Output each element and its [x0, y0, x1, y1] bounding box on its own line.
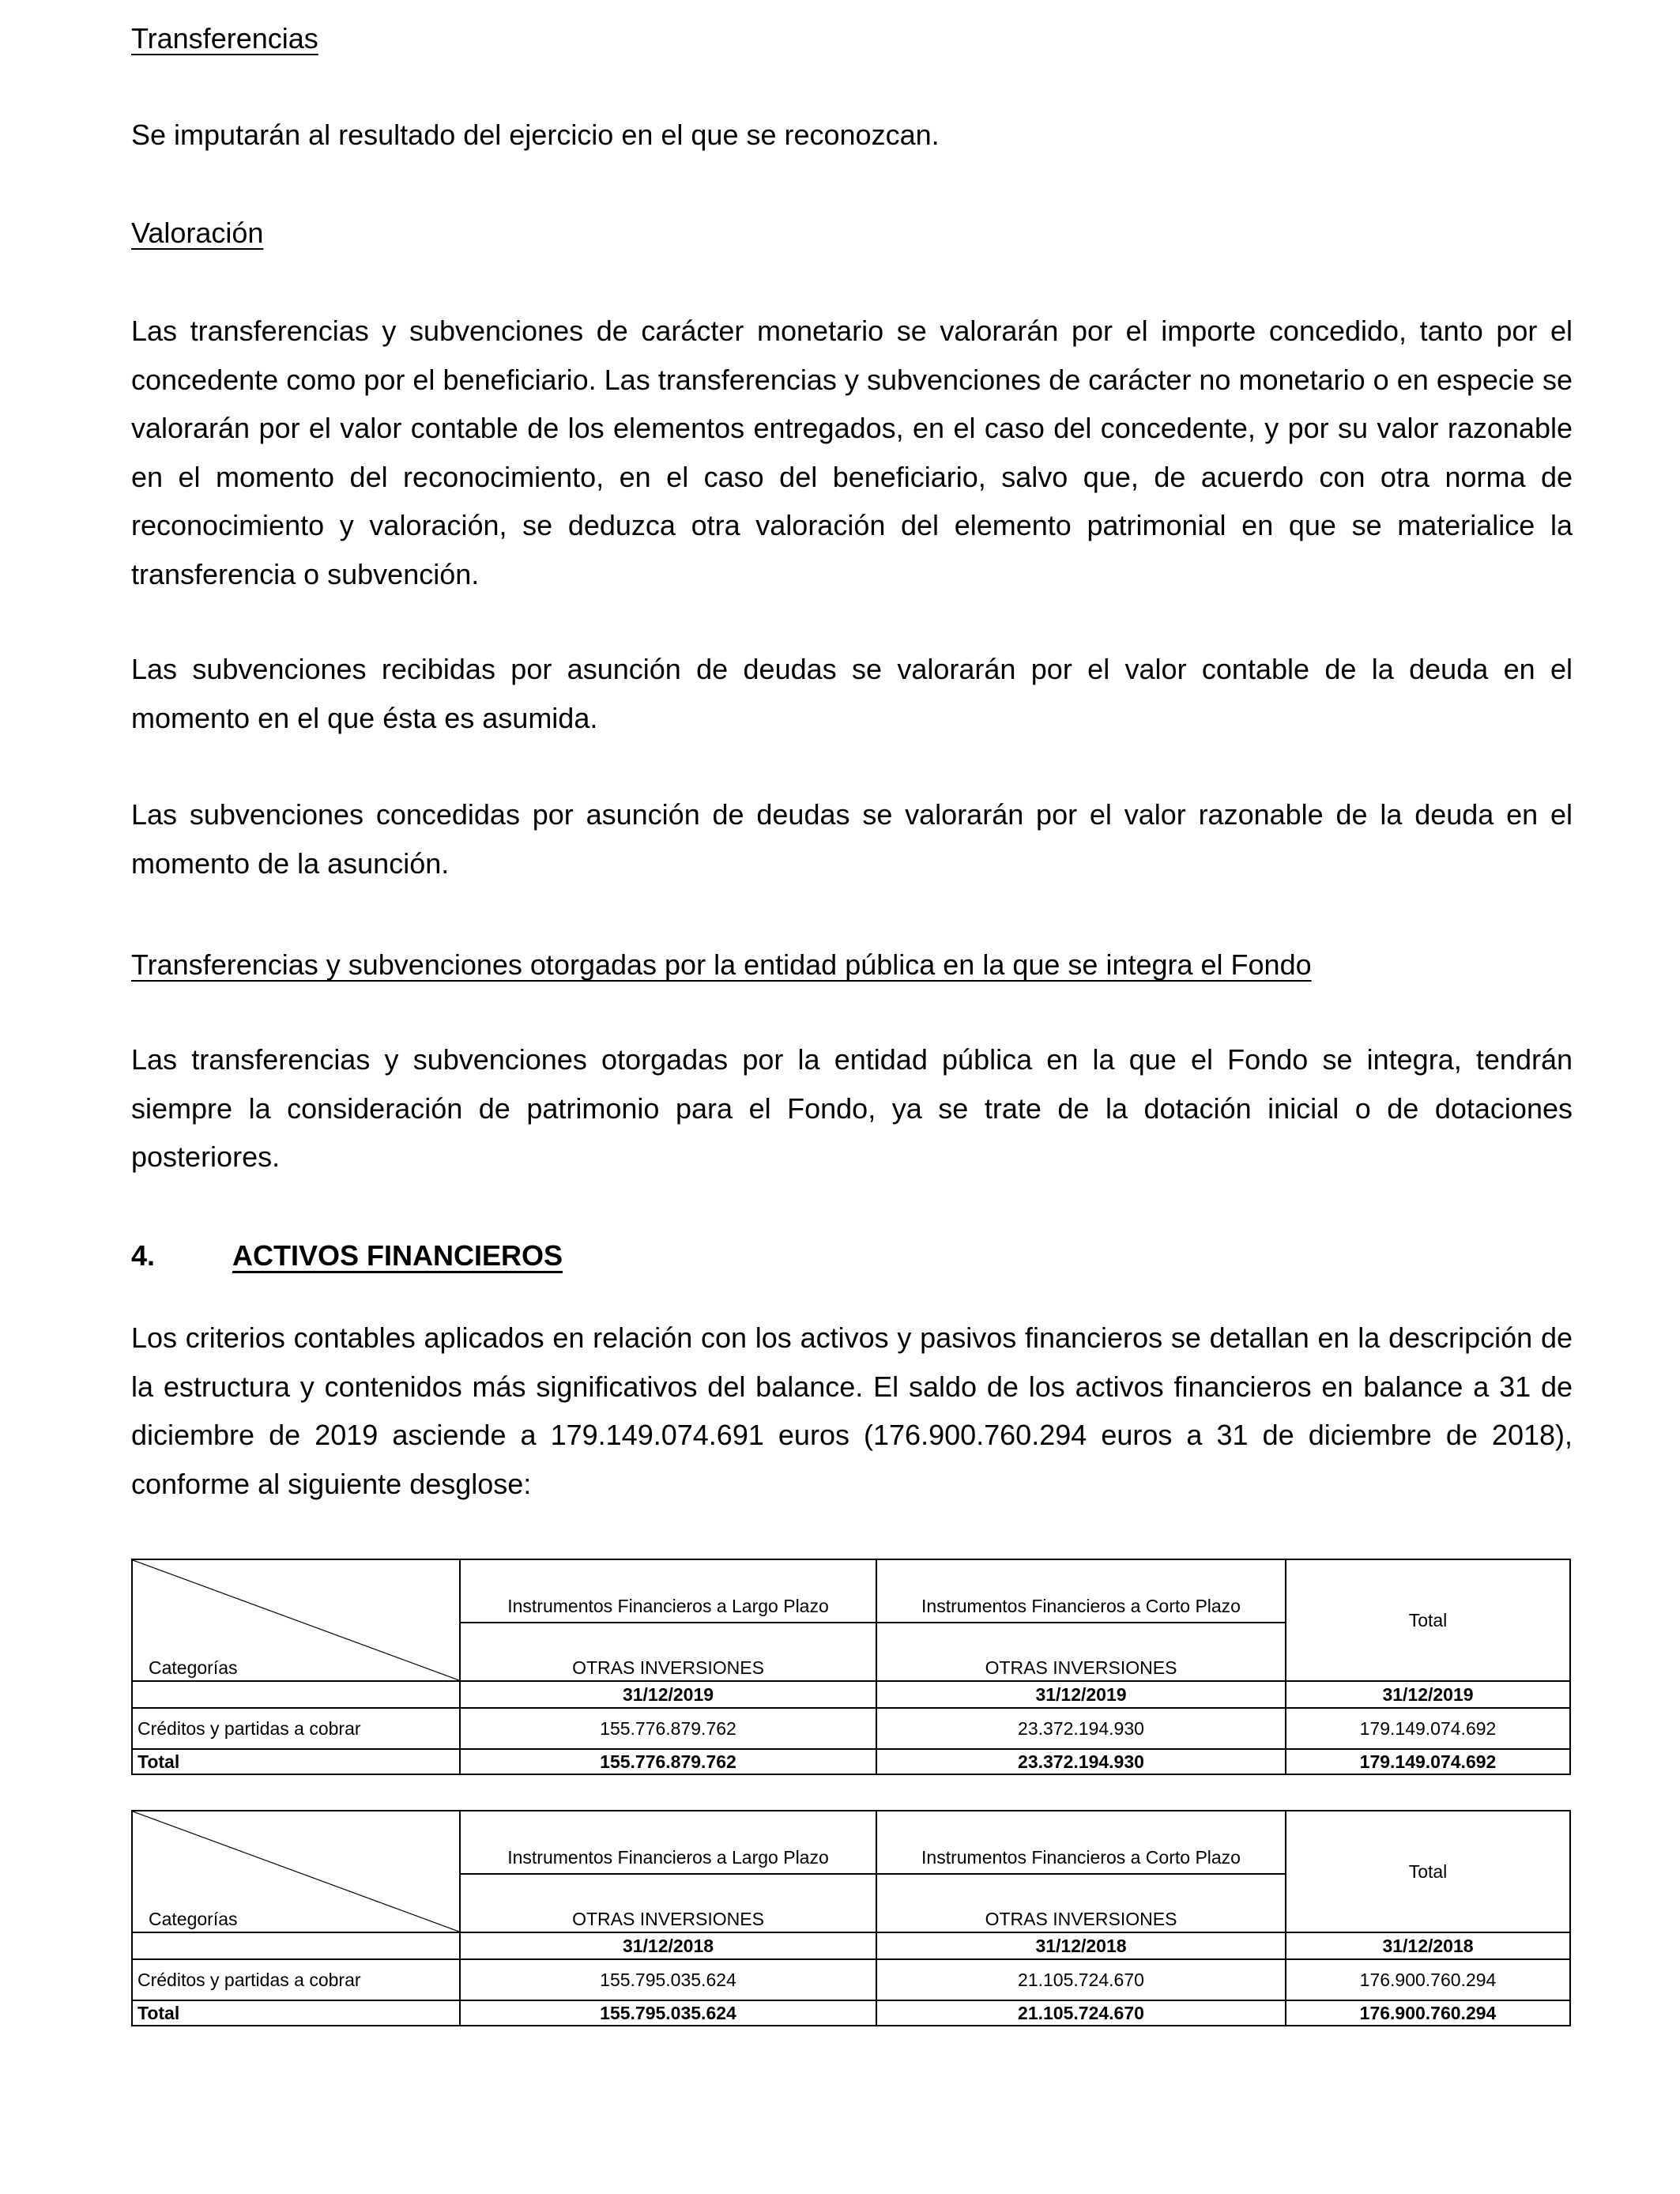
date-largo: 31/12/2019 [460, 1681, 876, 1708]
col-header-corto: Instrumentos Financieros a Corto Plazo [876, 1811, 1286, 1874]
activos-paragraph: Los criterios contables aplicados en relación con los activos y pasivos financieros se detallan en la descripción de la estructura y contenidos más significativos del balance. El saldo de los activos financieros en balance a 31 de diciembre de 2019 asciende a 179.149.074.691 euros (176.900.760.294 euros a 31 de diciembre de 2018), conforme al siguiente desglose: [131, 1321, 1573, 1500]
row-label: Créditos y partidas a cobrar [132, 1959, 460, 2000]
otorgadas-paragraph: Las transferencias y subvenciones otorgadas por la entidad pública en la que el Fondo se integra, tendrán siempre la consideración de patrimonio para el Fondo, ya se trate de la dotación inicial o de dotaciones posteriores. [131, 1043, 1573, 1173]
date-total: 31/12/2018 [1286, 1932, 1570, 1959]
row-value-total: 176.900.760.294 [1286, 1959, 1570, 2000]
categorias-label: Categorías [149, 1657, 238, 1678]
row-value-total: 179.149.074.692 [1286, 1708, 1570, 1749]
otras-inversiones-largo: OTRAS INVERSIONES [460, 1874, 876, 1932]
row-label: Créditos y partidas a cobrar [132, 1708, 460, 1749]
otras-inversiones-corto: OTRAS INVERSIONES [876, 1874, 1286, 1932]
total-total: 179.149.074.692 [1286, 1749, 1570, 1774]
categorias-header-cell [132, 1811, 460, 1932]
date-row-empty [132, 1681, 460, 1708]
row-value-corto: 21.105.724.670 [876, 1959, 1286, 2000]
categorias-label: Categorías [149, 1909, 238, 1929]
valoracion-heading: Valoración [131, 217, 264, 249]
valoracion-paragraph-1: Las transferencias y subvenciones de carácter monetario se valorarán por el importe concedido, tanto por el concedente como por el beneficiario. Las transferencias y subvenciones de carácter no monetario o en especie se valorarán por el valor contable de los elementos entregados, en el caso del concedente, y por su valor razonable en el momento del reconocimiento, en el caso del beneficiario, salvo que, de acuerdo con otra norma de reconocimiento y valoración, se deduzca otra valoración del elemento patrimonial en que se materialice la transferencia o subvención. [131, 315, 1573, 590]
col-header-total: Total [1286, 1811, 1570, 1932]
valoracion-paragraph-3: Las subvenciones concedidas por asunción de deudas se valorarán por el valor razonable de la deuda en el momento de la asunción. [131, 798, 1573, 880]
row-value-largo: 155.795.035.624 [460, 1959, 876, 2000]
transferencias-text: Se imputarán al resultado del ejercicio en el que se reconozcan. [131, 119, 940, 151]
total-corto: 21.105.724.670 [876, 2000, 1286, 2026]
date-corto: 31/12/2018 [876, 1932, 1286, 1959]
col-header-largo: Instrumentos Financieros a Largo Plazo [460, 1559, 876, 1623]
date-largo: 31/12/2018 [460, 1932, 876, 1959]
row-value-largo: 155.776.879.762 [460, 1708, 876, 1749]
col-header-corto: Instrumentos Financieros a Corto Plazo [876, 1559, 1286, 1623]
otras-inversiones-largo: OTRAS INVERSIONES [460, 1623, 876, 1681]
total-label: Total [132, 1749, 460, 1774]
total-largo: 155.795.035.624 [460, 2000, 876, 2026]
activos-table-2018 [131, 1810, 1571, 2026]
date-total: 31/12/2019 [1286, 1681, 1570, 1708]
otras-inversiones-corto: OTRAS INVERSIONES [876, 1623, 1286, 1681]
otorgadas-heading: Transferencias y subvenciones otorgadas por la entidad pública en la que se integra el Fondo [131, 948, 1312, 981]
total-label: Total [132, 2000, 460, 2026]
total-corto: 23.372.194.930 [876, 1749, 1286, 1774]
date-row-empty [132, 1932, 460, 1959]
section-4-heading [131, 1239, 563, 1272]
categorias-header-cell [132, 1559, 460, 1681]
col-header-largo: Instrumentos Financieros a Largo Plazo [460, 1811, 876, 1874]
valoracion-paragraph-2: Las subvenciones recibidas por asunción de deudas se valorarán por el valor contable de la deuda en el momento en el que ésta es asumida. [131, 653, 1573, 734]
activos-table-2019 [131, 1559, 1571, 1775]
total-largo: 155.776.879.762 [460, 1749, 876, 1774]
section-title: ACTIVOS FINANCIEROS [232, 1239, 563, 1272]
transferencias-heading: Transferencias [131, 22, 318, 55]
section-number: 4. [131, 1239, 156, 1272]
total-total: 176.900.760.294 [1286, 2000, 1570, 2026]
col-header-total: Total [1286, 1559, 1570, 1681]
date-corto: 31/12/2019 [876, 1681, 1286, 1708]
row-value-corto: 23.372.194.930 [876, 1708, 1286, 1749]
